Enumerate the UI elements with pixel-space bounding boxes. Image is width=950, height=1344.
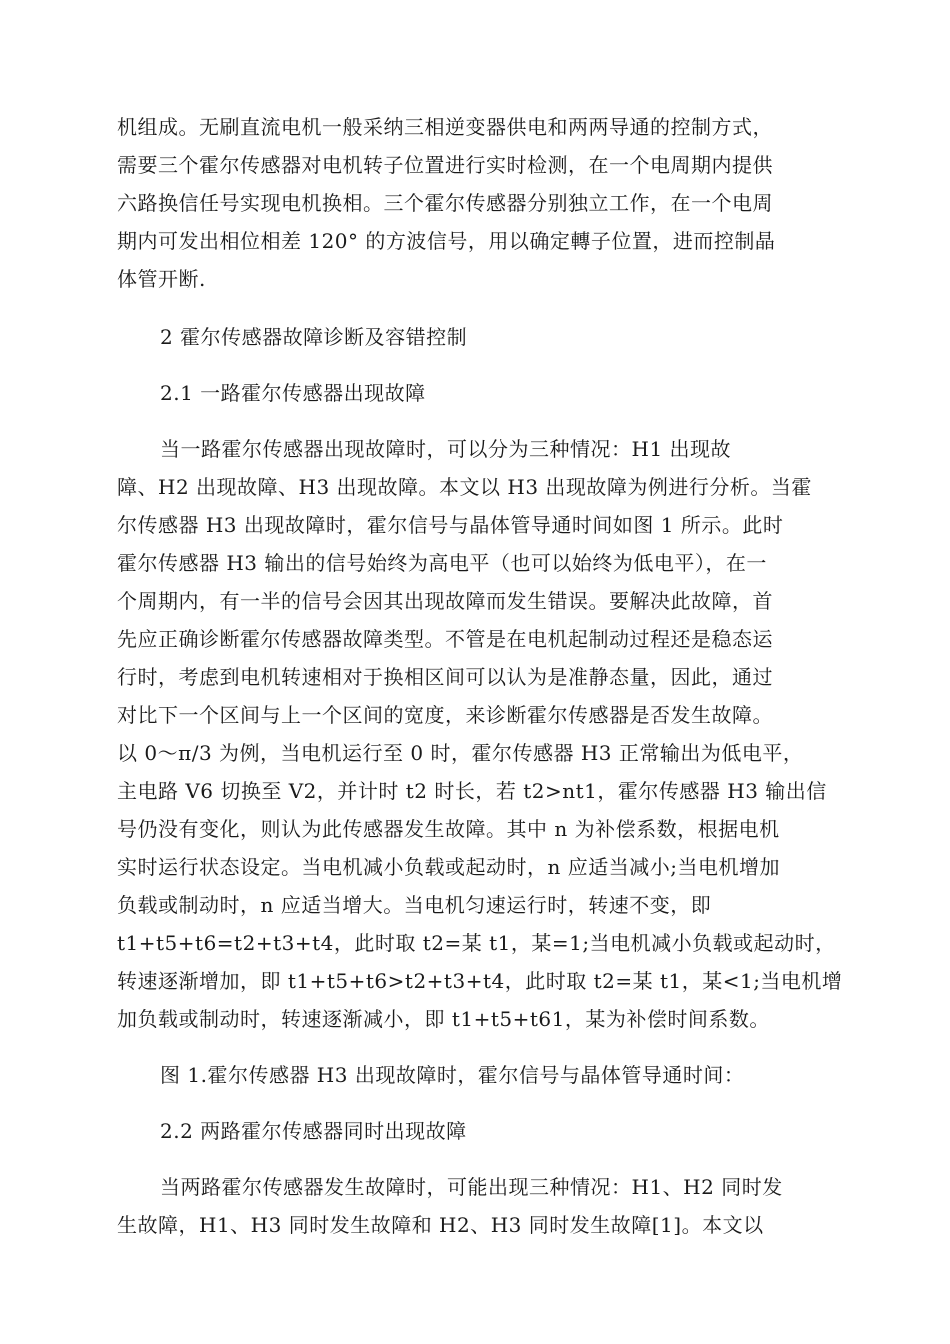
paragraph-line: t1+t5+t6=t2+t3+t4，此时取 t2=某 t1，某=1;当电机减小负载或起动时， bbox=[117, 931, 836, 955]
paragraph-line: 当两路霍尔传感器发生故障时，可能出现三种情况：H1、H2 同时发 bbox=[160, 1175, 783, 1199]
subsection-heading: 2.2 两路霍尔传感器同时出现故障 bbox=[160, 1119, 467, 1143]
paragraph-line: 障、H2 出现故障、H3 出现故障。本文以 H3 出现故障为例进行分析。当霍 bbox=[117, 475, 812, 499]
paragraph-line: 以 0～π/3 为例，当电机运行至 0 时，霍尔传感器 H3 正常输出为低电平， bbox=[117, 741, 804, 765]
paragraph-line: 当一路霍尔传感器出现故障时，可以分为三种情况：H1 出现故 bbox=[160, 437, 732, 461]
paragraph-line: 六路换信任号实现电机换相。三个霍尔传感器分别独立工作，在一个电周 bbox=[117, 191, 773, 215]
paragraph-line: 期内可发出相位相差 120° 的方波信号，用以确定轉子位置，进而控制晶 bbox=[117, 229, 776, 253]
section-heading: 2 霍尔传感器故障诊断及容错控制 bbox=[160, 325, 468, 349]
paragraph-line: 加负载或制动时，转速逐渐减小，即 t1+t5+t61，某为补偿时间系数。 bbox=[117, 1007, 770, 1031]
paragraph-line: 先应正确诊断霍尔传感器故障类型。不管是在电机起制动过程还是稳态运 bbox=[117, 627, 773, 651]
paragraph-line: 主电路 V6 切换至 V2，并计时 t2 时长，若 t2>nt1，霍尔传感器 H3 输出信 bbox=[117, 779, 827, 803]
figure-caption: 图 1.霍尔传感器 H3 出现故障时，霍尔信号与晶体管导通时间： bbox=[160, 1063, 745, 1087]
paragraph-line: 机组成。无刷直流电机一般采纳三相逆变器供电和两两导通的控制方式， bbox=[117, 115, 773, 139]
paragraph-line: 生故障，H1、H3 同时发生故障和 H2、H3 同时发生故障[1]。本文以 bbox=[117, 1213, 764, 1237]
paragraph-line: 行时，考虑到电机转速相对于换相区间可以认为是准静态量，因此，通过 bbox=[117, 665, 773, 689]
paragraph-line: 个周期内，有一半的信号会因其出现故障而发生错误。要解决此故障，首 bbox=[117, 589, 773, 613]
paragraph-line: 实时运行状态设定。当电机减小负载或起动时，n 应适当减小;当电机增加 bbox=[117, 855, 780, 879]
paragraph-line: 体管开断. bbox=[117, 267, 206, 291]
paragraph-line: 霍尔传感器 H3 输出的信号始终为高电平（也可以始终为低电平），在一 bbox=[117, 551, 767, 575]
paragraph-line: 负载或制动时，n 应适当增大。当电机匀速运行时，转速不变，即 bbox=[117, 893, 712, 917]
paragraph-line: 需要三个霍尔传感器对电机转子位置进行实时检测，在一个电周期内提供 bbox=[117, 153, 773, 177]
paragraph-line: 对比下一个区间与上一个区间的宽度，来诊断霍尔传感器是否发生故障。 bbox=[117, 703, 773, 727]
paragraph-line: 号仍没有变化，则认为此传感器发生故障。其中 n 为补偿系数，根据电机 bbox=[117, 817, 780, 841]
subsection-heading: 2.1 一路霍尔传感器出现故障 bbox=[160, 381, 426, 405]
paragraph-line: 尔传感器 H3 出现故障时，霍尔信号与晶体管导通时间如图 1 所示。此时 bbox=[117, 513, 784, 537]
paragraph-line: 转速逐渐增加，即 t1+t5+t6>t2+t3+t4，此时取 t2=某 t1，某<1;当电机增 bbox=[117, 969, 843, 993]
